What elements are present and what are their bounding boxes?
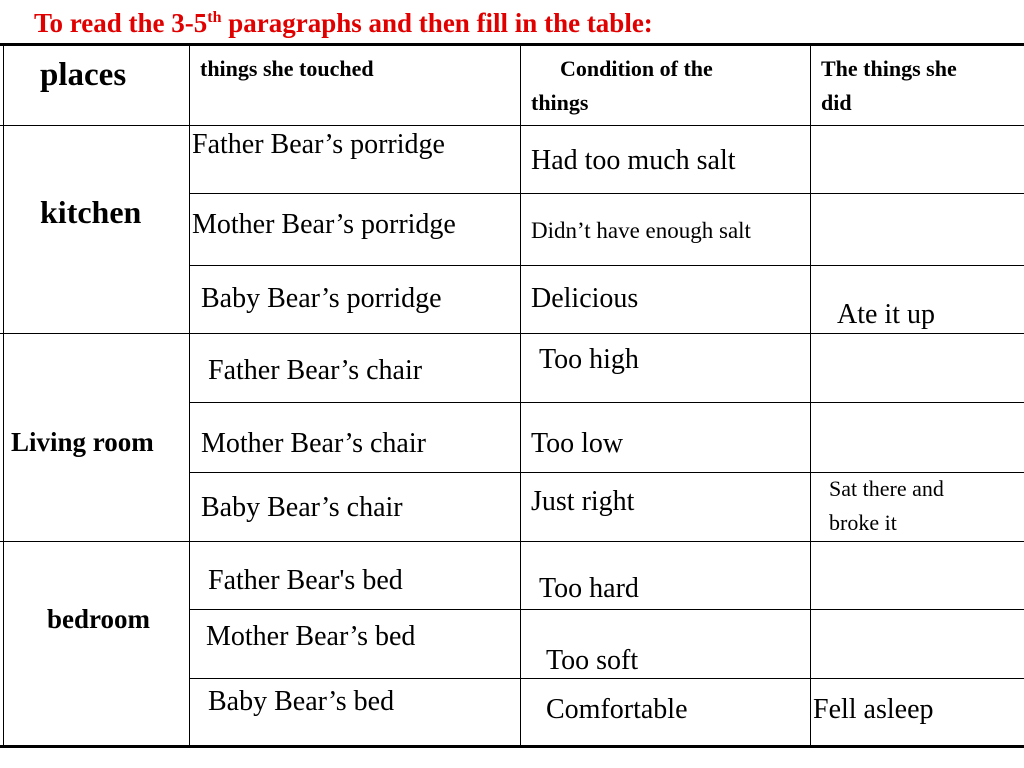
thing-mother-bed: Mother Bear’s bed <box>206 621 416 652</box>
condition-father-chair: Too high <box>539 344 639 375</box>
place-bedroom: bedroom <box>47 604 151 634</box>
thing-baby-chair: Baby Bear’s chair <box>201 492 403 523</box>
did-baby-chair-line2: broke it <box>829 510 897 535</box>
condition-baby-bed: Comfortable <box>546 694 688 725</box>
condition-mother-bed: Too soft <box>546 645 639 676</box>
did-baby-bed: Fell asleep <box>813 694 934 725</box>
condition-baby-chair: Just right <box>531 486 635 517</box>
condition-baby-porridge: Delicious <box>531 283 639 314</box>
page-title: To read the 3-5th paragraphs and then fill in the table: <box>34 8 653 38</box>
header-condition-line1: Condition of the <box>560 56 713 81</box>
thing-father-porridge: Father Bear’s porridge <box>192 129 445 160</box>
condition-father-bed: Too hard <box>539 573 639 604</box>
thing-father-bed: Father Bear's bed <box>208 565 403 596</box>
condition-mother-chair: Too low <box>531 428 624 459</box>
header-things-touched: things she touched <box>200 56 374 81</box>
header-condition-line2: things <box>531 90 589 115</box>
did-baby-chair-line1: Sat there and <box>829 476 944 501</box>
did-baby-porridge: Ate it up <box>837 299 935 330</box>
header-did-line1: The things she <box>821 56 957 81</box>
thing-baby-porridge: Baby Bear’s porridge <box>201 283 442 314</box>
place-kitchen: kitchen <box>40 194 142 230</box>
header-places: places <box>40 57 127 93</box>
thing-mother-porridge: Mother Bear’s porridge <box>192 209 456 240</box>
place-living-room: Living room <box>11 427 154 457</box>
header-did-line2: did <box>821 90 852 115</box>
thing-mother-chair: Mother Bear’s chair <box>201 428 426 459</box>
condition-mother-porridge: Didn’t have enough salt <box>531 218 751 243</box>
thing-father-chair: Father Bear’s chair <box>208 355 423 386</box>
condition-father-porridge: Had too much salt <box>531 145 736 176</box>
thing-baby-bed: Baby Bear’s bed <box>208 686 395 717</box>
